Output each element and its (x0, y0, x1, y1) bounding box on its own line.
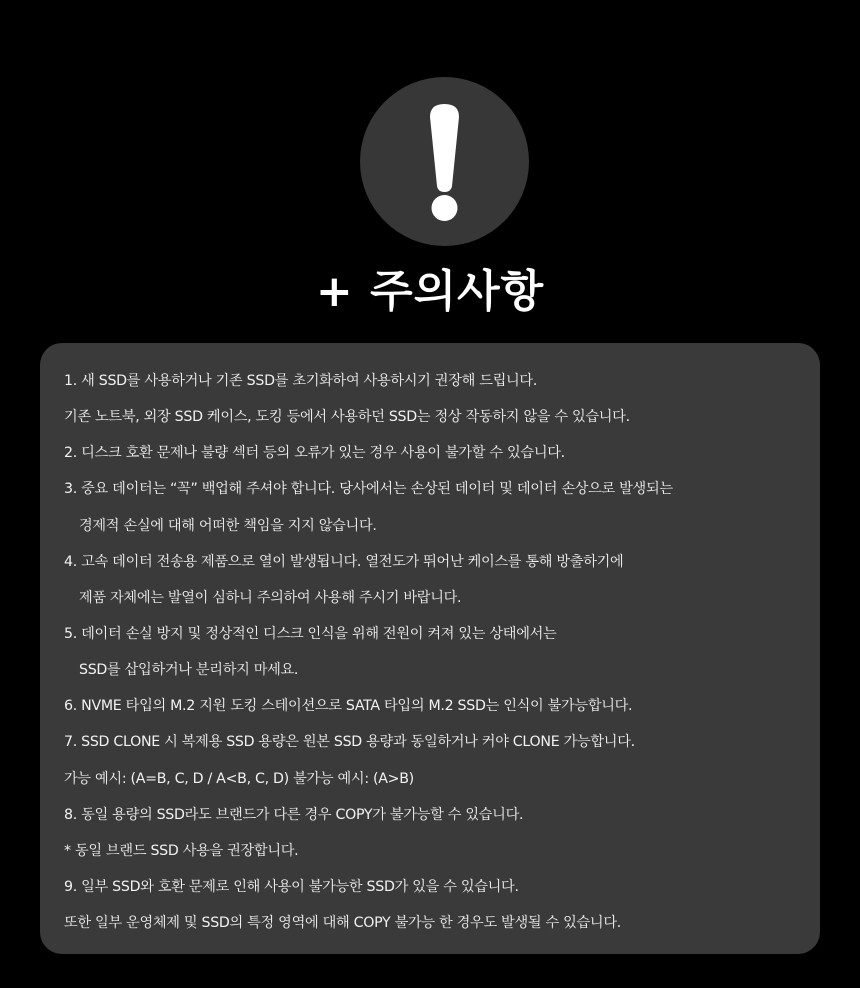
notice-line: 1. 새 SSD를 사용하거나 기존 SSD를 초기화하여 사용하시기 권장해 드립니다. (64, 373, 538, 389)
notice-panel (40, 343, 820, 954)
notice-line: * 동일 브랜드 SSD 사용을 권장합니다. (64, 842, 299, 859)
page-title: + 주의사항 (315, 266, 545, 317)
notice-line: 제품 자체에는 발열이 심하니 주의하여 사용해 주시기 바랍니다. (79, 589, 462, 606)
exclamation-glyph (360, 77, 529, 246)
notice-line: 7. SSD CLONE 시 복제용 SSD 용량은 원본 SSD 용량과 동일하거나 커야 CLONE 가능합니다. (64, 734, 635, 751)
notice-line: 9. 일부 SSD와 호환 문제로 인해 사용이 불가능한 SSD가 있을 수 있습니다. (64, 878, 519, 895)
notice-line: 기존 노트북, 외장 SSD 케이스, 도킹 등에서 사용하던 SSD는 정상 작동하지 않을 수 있습니다. (64, 409, 630, 426)
notice-list (64, 363, 804, 941)
notice-line: 8. 동일 용량의 SSD라도 브랜드가 다른 경우 COPY가 불가능할 수 있습니다. (64, 806, 524, 823)
exclamation-icon (360, 77, 529, 246)
notice-line: SSD를 삽입하거나 분리하지 마세요. (79, 662, 299, 679)
notice-line: 2. 디스크 호환 문제나 불량 섹터 등의 오류가 있는 경우 사용이 불가할 수 있습니다. (64, 445, 565, 462)
notice-line: 3. 중요 데이터는 “꼭” 백업해 주셔야 합니다. 당사에서는 손상된 데이터 및 데이터 손상으로 발생되는 (64, 481, 673, 498)
notice-line: 또한 일부 운영체제 및 SSD의 특정 영역에 대해 COPY 불가능 한 경우도 발생될 수 있습니다. (64, 915, 621, 932)
notice-line: 6. NVME 타입의 M.2 지원 도킹 스테이션으로 SATA 타입의 M.2 SSD는 인식이 불가능합니다. (64, 698, 633, 715)
notice-line: 5. 데이터 손실 방지 및 정상적인 디스크 인식을 위해 전원이 켜져 있는 상태에서는 (64, 625, 557, 642)
notice-line: 경제적 손실에 대해 어떠한 책임을 지지 않습니다. (79, 517, 377, 534)
notice-line: 가능 예시: (A=B, C, D / A<B, C, D) 불가능 예시: (A>B) (64, 770, 414, 787)
notice-line: 4. 고속 데이터 전송용 제품으로 열이 발생됩니다. 열전도가 뛰어난 케이스를 통해 방출하기에 (64, 553, 624, 570)
